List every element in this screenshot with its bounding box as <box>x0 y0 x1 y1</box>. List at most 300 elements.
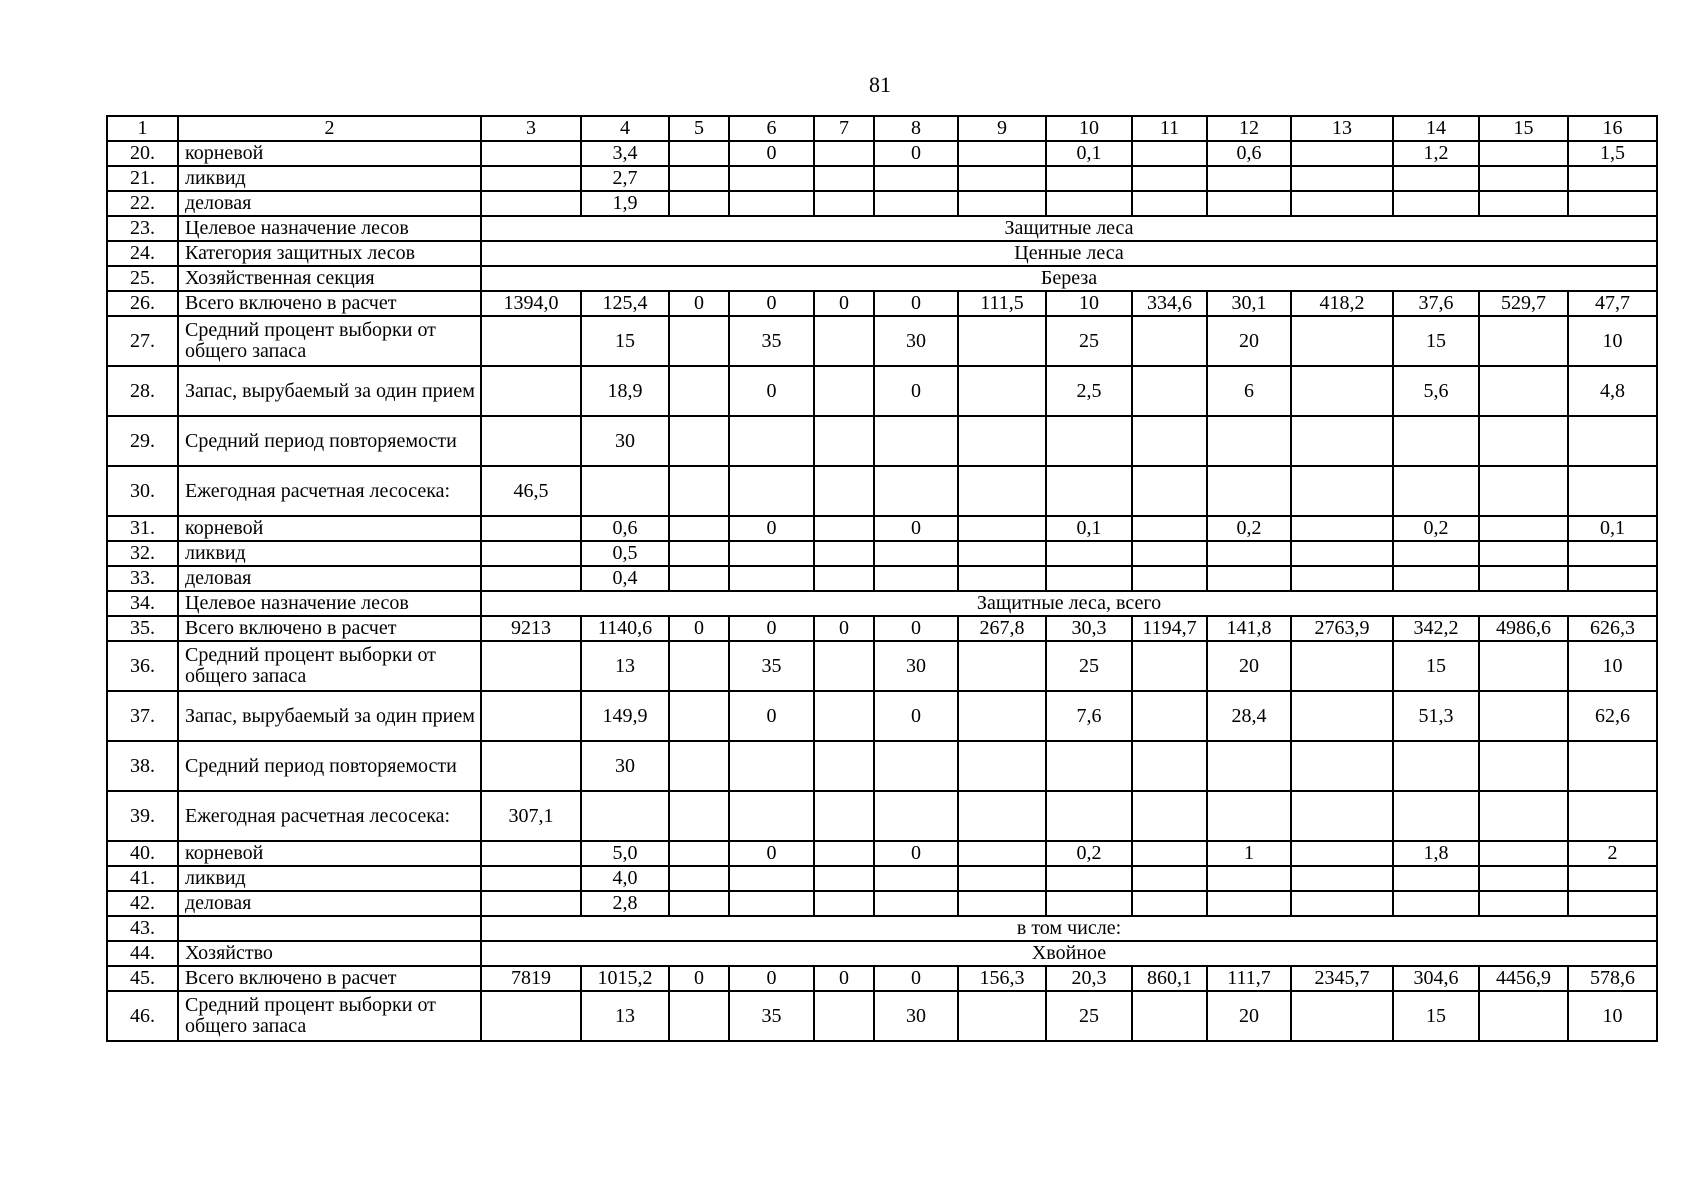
value-cell <box>1393 866 1479 891</box>
value-cell: 0 <box>814 616 874 641</box>
value-cell <box>814 641 874 691</box>
value-cell: 0 <box>729 291 814 316</box>
value-cell <box>1132 791 1207 841</box>
value-cell: 1,5 <box>1568 141 1657 166</box>
value-cell <box>1291 691 1393 741</box>
value-cell: 111,7 <box>1207 966 1291 991</box>
value-cell <box>1393 166 1479 191</box>
row-label: деловая <box>178 566 481 591</box>
value-cell: 0,2 <box>1046 841 1132 866</box>
table-body <box>107 116 1657 1041</box>
table-row <box>107 741 1657 791</box>
value-cell: 418,2 <box>1291 291 1393 316</box>
value-cell: 47,7 <box>1568 291 1657 316</box>
value-cell <box>1568 541 1657 566</box>
row-label: Ежегодная расчетная лесосека: <box>178 791 481 841</box>
value-cell: 20 <box>1207 991 1291 1041</box>
value-cell: 13 <box>581 991 669 1041</box>
column-header: 1 <box>107 116 178 141</box>
value-cell <box>1291 791 1393 841</box>
value-cell: 334,6 <box>1132 291 1207 316</box>
value-cell <box>814 191 874 216</box>
value-cell: 2,5 <box>1046 366 1132 416</box>
value-cell <box>481 316 581 366</box>
value-cell <box>481 841 581 866</box>
value-cell: 0 <box>729 366 814 416</box>
table-row <box>107 191 1657 216</box>
value-cell: 1 <box>1207 841 1291 866</box>
row-number: 32. <box>107 541 178 566</box>
value-cell <box>1046 741 1132 791</box>
value-cell: 30 <box>874 991 958 1041</box>
value-cell <box>958 891 1046 916</box>
value-cell: 0 <box>874 966 958 991</box>
row-number: 20. <box>107 141 178 166</box>
value-cell <box>1046 166 1132 191</box>
value-cell <box>814 316 874 366</box>
value-cell: 20 <box>1207 641 1291 691</box>
value-cell <box>1479 541 1568 566</box>
table-row <box>107 966 1657 991</box>
value-cell <box>1479 841 1568 866</box>
value-cell: 267,8 <box>958 616 1046 641</box>
value-cell <box>814 866 874 891</box>
value-cell <box>1568 191 1657 216</box>
value-cell <box>958 366 1046 416</box>
value-cell <box>1568 416 1657 466</box>
value-cell: 35 <box>729 316 814 366</box>
value-cell <box>481 166 581 191</box>
value-cell <box>1207 566 1291 591</box>
value-cell <box>1132 191 1207 216</box>
value-cell: 15 <box>1393 641 1479 691</box>
row-label: деловая <box>178 891 481 916</box>
value-cell <box>1479 516 1568 541</box>
header-row <box>107 116 1657 141</box>
row-label: Запас, вырубаемый за один прием <box>178 366 481 416</box>
value-cell <box>481 191 581 216</box>
value-cell: 13 <box>581 641 669 691</box>
column-header: 3 <box>481 116 581 141</box>
value-cell: 149,9 <box>581 691 669 741</box>
value-cell: 1194,7 <box>1132 616 1207 641</box>
value-cell: 30 <box>581 416 669 466</box>
value-cell <box>669 866 729 891</box>
table-row <box>107 516 1657 541</box>
value-cell <box>874 566 958 591</box>
value-cell: 0 <box>669 291 729 316</box>
value-cell: 0 <box>814 291 874 316</box>
row-label: корневой <box>178 141 481 166</box>
row-label: Всего включено в расчет <box>178 966 481 991</box>
value-cell <box>958 466 1046 516</box>
value-cell: 0 <box>874 516 958 541</box>
value-cell <box>958 316 1046 366</box>
value-cell <box>1568 166 1657 191</box>
value-cell <box>669 466 729 516</box>
row-number: 45. <box>107 966 178 991</box>
value-cell <box>814 791 874 841</box>
value-cell: 0,1 <box>1046 516 1132 541</box>
value-cell: 30 <box>874 316 958 366</box>
row-number: 24. <box>107 241 178 266</box>
table-row <box>107 941 1657 966</box>
table-row <box>107 416 1657 466</box>
value-cell <box>1132 366 1207 416</box>
row-number: 46. <box>107 991 178 1041</box>
value-cell <box>1291 416 1393 466</box>
value-cell <box>1291 541 1393 566</box>
value-cell: 2,7 <box>581 166 669 191</box>
value-cell <box>1479 791 1568 841</box>
table-row <box>107 291 1657 316</box>
value-cell: 5,6 <box>1393 366 1479 416</box>
value-cell <box>481 541 581 566</box>
value-cell: 0 <box>729 691 814 741</box>
row-number: 43. <box>107 916 178 941</box>
section-heading: Защитные леса <box>481 216 1657 241</box>
table-row <box>107 466 1657 516</box>
value-cell: 0 <box>729 966 814 991</box>
row-label: Всего включено в расчет <box>178 616 481 641</box>
value-cell <box>1291 741 1393 791</box>
row-label: Целевое назначение лесов <box>178 591 481 616</box>
value-cell: 30,1 <box>1207 291 1291 316</box>
value-cell: 0 <box>729 141 814 166</box>
row-number: 29. <box>107 416 178 466</box>
value-cell <box>1393 541 1479 566</box>
value-cell: 0,4 <box>581 566 669 591</box>
value-cell <box>1393 791 1479 841</box>
value-cell: 30 <box>581 741 669 791</box>
value-cell <box>814 991 874 1041</box>
table-row <box>107 216 1657 241</box>
row-label: корневой <box>178 841 481 866</box>
value-cell <box>669 516 729 541</box>
value-cell <box>729 166 814 191</box>
row-label: Средний процент выборки от общего запаса <box>178 641 481 691</box>
row-number: 44. <box>107 941 178 966</box>
value-cell <box>669 741 729 791</box>
value-cell <box>1393 466 1479 516</box>
row-number: 34. <box>107 591 178 616</box>
value-cell <box>1568 566 1657 591</box>
value-cell <box>1132 641 1207 691</box>
row-label: ликвид <box>178 166 481 191</box>
value-cell <box>481 141 581 166</box>
value-cell: 25 <box>1046 641 1132 691</box>
table-row <box>107 866 1657 891</box>
row-label: корневой <box>178 516 481 541</box>
value-cell: 1140,6 <box>581 616 669 641</box>
value-cell <box>1479 316 1568 366</box>
row-number: 36. <box>107 641 178 691</box>
value-cell <box>1291 891 1393 916</box>
value-cell <box>669 891 729 916</box>
value-cell <box>581 791 669 841</box>
value-cell <box>669 566 729 591</box>
value-cell <box>958 191 1046 216</box>
table-row <box>107 616 1657 641</box>
row-label: Всего включено в расчет <box>178 291 481 316</box>
value-cell: 0,1 <box>1568 516 1657 541</box>
value-cell: 0 <box>874 291 958 316</box>
row-label: Целевое назначение лесов <box>178 216 481 241</box>
row-label <box>178 916 481 941</box>
table-row <box>107 166 1657 191</box>
value-cell: 578,6 <box>1568 966 1657 991</box>
table-row <box>107 141 1657 166</box>
value-cell <box>958 141 1046 166</box>
row-label: ликвид <box>178 866 481 891</box>
value-cell: 7819 <box>481 966 581 991</box>
value-cell <box>1132 316 1207 366</box>
column-header: 14 <box>1393 116 1479 141</box>
value-cell <box>1568 466 1657 516</box>
value-cell: 25 <box>1046 316 1132 366</box>
value-cell: 0,2 <box>1207 516 1291 541</box>
value-cell <box>669 641 729 691</box>
value-cell <box>729 866 814 891</box>
value-cell <box>1479 166 1568 191</box>
value-cell <box>669 791 729 841</box>
value-cell <box>1291 191 1393 216</box>
value-cell <box>1291 516 1393 541</box>
value-cell: 7,6 <box>1046 691 1132 741</box>
value-cell <box>958 866 1046 891</box>
value-cell <box>1207 191 1291 216</box>
value-cell <box>1393 566 1479 591</box>
row-label: Средний период повторяемости <box>178 416 481 466</box>
value-cell: 46,5 <box>481 466 581 516</box>
section-heading: Ценные леса <box>481 241 1657 266</box>
value-cell <box>958 516 1046 541</box>
value-cell: 1,8 <box>1393 841 1479 866</box>
value-cell: 307,1 <box>481 791 581 841</box>
value-cell: 1015,2 <box>581 966 669 991</box>
value-cell <box>1207 541 1291 566</box>
value-cell: 10 <box>1568 316 1657 366</box>
value-cell: 0 <box>669 616 729 641</box>
value-cell <box>1479 641 1568 691</box>
value-cell: 342,2 <box>1393 616 1479 641</box>
value-cell: 20 <box>1207 316 1291 366</box>
value-cell <box>1046 466 1132 516</box>
value-cell: 0,1 <box>1046 141 1132 166</box>
value-cell <box>1046 791 1132 841</box>
row-number: 39. <box>107 791 178 841</box>
value-cell <box>581 466 669 516</box>
value-cell <box>1132 166 1207 191</box>
row-label: Средний процент выборки от общего запаса <box>178 316 481 366</box>
value-cell <box>958 741 1046 791</box>
row-number: 37. <box>107 691 178 741</box>
value-cell <box>1291 866 1393 891</box>
value-cell <box>1291 466 1393 516</box>
value-cell <box>1132 141 1207 166</box>
column-header: 7 <box>814 116 874 141</box>
value-cell <box>729 541 814 566</box>
value-cell <box>1479 466 1568 516</box>
row-number: 26. <box>107 291 178 316</box>
table-row <box>107 991 1657 1041</box>
value-cell: 9213 <box>481 616 581 641</box>
value-cell <box>1132 866 1207 891</box>
value-cell <box>1207 416 1291 466</box>
value-cell <box>1568 791 1657 841</box>
value-cell <box>481 566 581 591</box>
value-cell: 35 <box>729 991 814 1041</box>
forest-calc-table <box>106 115 1658 1042</box>
value-cell <box>874 191 958 216</box>
row-number: 25. <box>107 266 178 291</box>
value-cell <box>729 566 814 591</box>
value-cell <box>1132 566 1207 591</box>
value-cell <box>1291 566 1393 591</box>
value-cell <box>481 516 581 541</box>
value-cell <box>1207 166 1291 191</box>
row-label: деловая <box>178 191 481 216</box>
value-cell <box>1207 741 1291 791</box>
table-row <box>107 541 1657 566</box>
value-cell <box>958 166 1046 191</box>
value-cell: 0,6 <box>581 516 669 541</box>
column-header: 11 <box>1132 116 1207 141</box>
row-label: Средний процент выборки от общего запаса <box>178 991 481 1041</box>
value-cell: 4,8 <box>1568 366 1657 416</box>
value-cell <box>814 416 874 466</box>
value-cell: 0 <box>874 616 958 641</box>
value-cell <box>1479 891 1568 916</box>
column-header: 13 <box>1291 116 1393 141</box>
value-cell <box>958 566 1046 591</box>
value-cell <box>1207 891 1291 916</box>
value-cell <box>1132 541 1207 566</box>
value-cell <box>1479 191 1568 216</box>
column-header: 10 <box>1046 116 1132 141</box>
column-header: 12 <box>1207 116 1291 141</box>
table-row <box>107 566 1657 591</box>
value-cell <box>1291 166 1393 191</box>
value-cell: 0 <box>874 141 958 166</box>
value-cell <box>729 891 814 916</box>
value-cell <box>729 466 814 516</box>
value-cell: 37,6 <box>1393 291 1479 316</box>
table-row <box>107 591 1657 616</box>
section-heading: Хвойное <box>481 941 1657 966</box>
value-cell <box>1479 566 1568 591</box>
section-heading: Защитные леса, всего <box>481 591 1657 616</box>
table-row <box>107 841 1657 866</box>
value-cell <box>1291 991 1393 1041</box>
value-cell <box>874 791 958 841</box>
value-cell: 125,4 <box>581 291 669 316</box>
value-cell <box>669 191 729 216</box>
value-cell <box>1046 891 1132 916</box>
value-cell: 111,5 <box>958 291 1046 316</box>
value-cell: 626,3 <box>1568 616 1657 641</box>
value-cell <box>1393 891 1479 916</box>
value-cell <box>874 416 958 466</box>
value-cell <box>669 141 729 166</box>
row-label: Хозяйственная секция <box>178 266 481 291</box>
value-cell <box>958 541 1046 566</box>
value-cell <box>1393 416 1479 466</box>
value-cell <box>1291 316 1393 366</box>
value-cell: 28,4 <box>1207 691 1291 741</box>
value-cell: 10 <box>1046 291 1132 316</box>
value-cell <box>481 416 581 466</box>
value-cell: 51,3 <box>1393 691 1479 741</box>
value-cell: 15 <box>1393 991 1479 1041</box>
value-cell <box>481 866 581 891</box>
value-cell <box>1132 691 1207 741</box>
row-number: 21. <box>107 166 178 191</box>
value-cell: 2 <box>1568 841 1657 866</box>
value-cell <box>669 691 729 741</box>
value-cell <box>481 991 581 1041</box>
row-label: Категория защитных лесов <box>178 241 481 266</box>
value-cell <box>814 541 874 566</box>
column-header: 16 <box>1568 116 1657 141</box>
value-cell: 30 <box>874 641 958 691</box>
value-cell <box>814 566 874 591</box>
value-cell <box>1046 866 1132 891</box>
value-cell <box>814 466 874 516</box>
value-cell: 6 <box>1207 366 1291 416</box>
value-cell <box>874 891 958 916</box>
row-number: 41. <box>107 866 178 891</box>
value-cell: 2763,9 <box>1291 616 1393 641</box>
value-cell <box>481 741 581 791</box>
value-cell <box>1132 741 1207 791</box>
value-cell: 10 <box>1568 991 1657 1041</box>
page-number: 81 <box>869 72 891 97</box>
value-cell: 1,2 <box>1393 141 1479 166</box>
value-cell <box>729 191 814 216</box>
value-cell: 10 <box>1568 641 1657 691</box>
value-cell <box>1291 641 1393 691</box>
table-row <box>107 316 1657 366</box>
value-cell <box>1291 141 1393 166</box>
value-cell: 2,8 <box>581 891 669 916</box>
row-label: Хозяйство <box>178 941 481 966</box>
value-cell: 0 <box>669 966 729 991</box>
value-cell <box>1046 191 1132 216</box>
column-header: 8 <box>874 116 958 141</box>
value-cell <box>874 741 958 791</box>
value-cell: 18,9 <box>581 366 669 416</box>
value-cell <box>729 741 814 791</box>
value-cell: 0 <box>729 616 814 641</box>
value-cell <box>874 866 958 891</box>
value-cell <box>874 166 958 191</box>
value-cell <box>1291 366 1393 416</box>
value-cell: 0 <box>814 966 874 991</box>
value-cell <box>1132 991 1207 1041</box>
value-cell <box>729 416 814 466</box>
value-cell <box>481 691 581 741</box>
row-number: 35. <box>107 616 178 641</box>
value-cell: 141,8 <box>1207 616 1291 641</box>
value-cell: 0 <box>874 841 958 866</box>
value-cell: 25 <box>1046 991 1132 1041</box>
value-cell <box>481 891 581 916</box>
value-cell: 1394,0 <box>481 291 581 316</box>
value-cell: 4986,6 <box>1479 616 1568 641</box>
value-cell: 0 <box>729 841 814 866</box>
value-cell <box>958 641 1046 691</box>
